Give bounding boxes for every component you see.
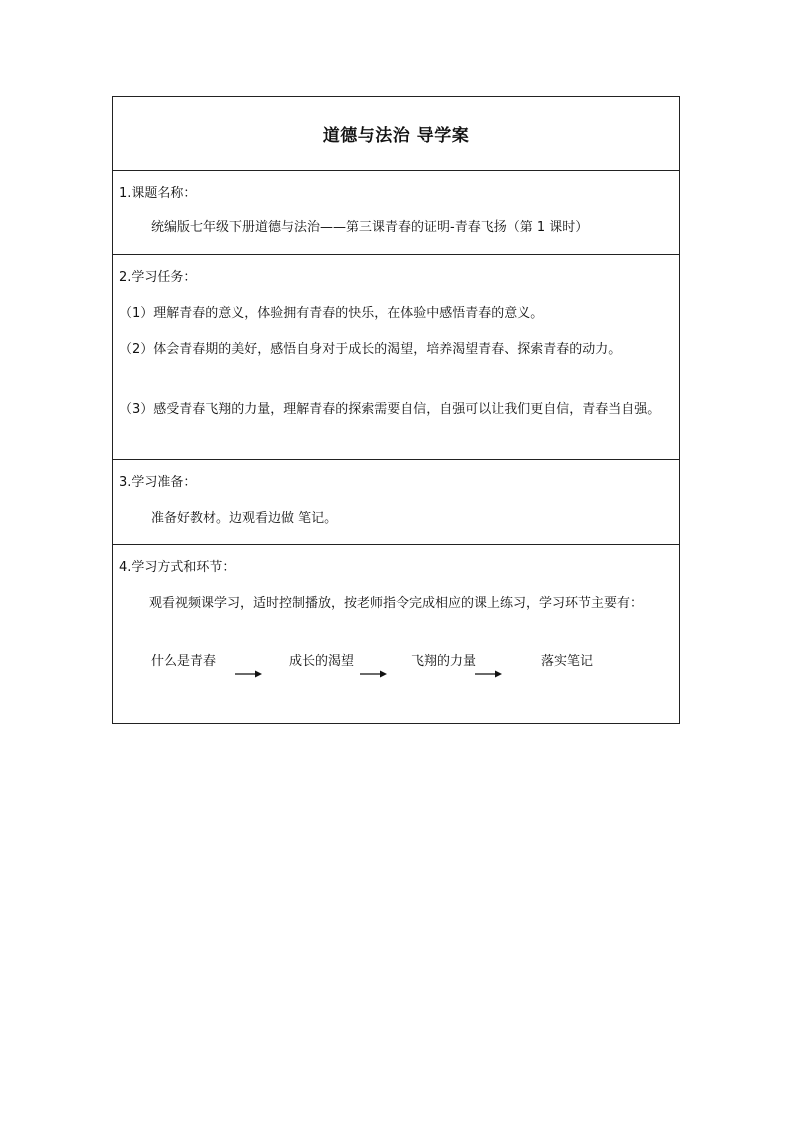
title-row [113,97,679,170]
step-power-to-fly: 飞翔的力量 [411,654,477,669]
course-name-heading: 1.课题名称： [119,186,197,201]
method-section [113,544,679,723]
preparation-value: 准备好教材。边观看边做 笔记。 [151,511,338,526]
guide-table [112,96,680,724]
method-description: 观看视频课学习，适时控制播放，按老师指令完成相应的课上练习，学习环节主要有： [149,596,644,611]
task-item-3: （3）感受青春飞翔的力量，理解青春的探索需要自信，自强可以让我们更自信，青春当自强。 [119,402,661,417]
step-take-notes: 落实笔记 [541,654,594,669]
learning-tasks-section [113,254,679,459]
method-heading: 4.学习方式和环节： [119,560,236,575]
step-what-is-youth: 什么是青春 [151,654,217,669]
document-title: 道德与法治 导学案 [322,126,470,146]
arrow-right-icon [235,669,263,679]
step-desire-to-grow: 成长的渴望 [289,654,355,669]
course-name-value: 统编版七年级下册道德与法治——第三课青春的证明-青春飞扬（第 1 课时） [151,220,589,235]
arrow-right-icon [475,669,503,679]
course-name-section [113,170,679,254]
task-item-2: （2）体会青春期的美好，感悟自身对于成长的渴望，培养渴望青春、探索青春的动力。 [119,342,622,357]
learning-tasks-heading: 2.学习任务： [119,270,197,285]
preparation-heading: 3.学习准备： [119,475,197,490]
task-item-1: （1）理解青春的意义，体验拥有青春的快乐，在体验中感悟青春的意义。 [119,306,544,321]
arrow-right-icon [360,669,388,679]
preparation-section [113,459,679,544]
